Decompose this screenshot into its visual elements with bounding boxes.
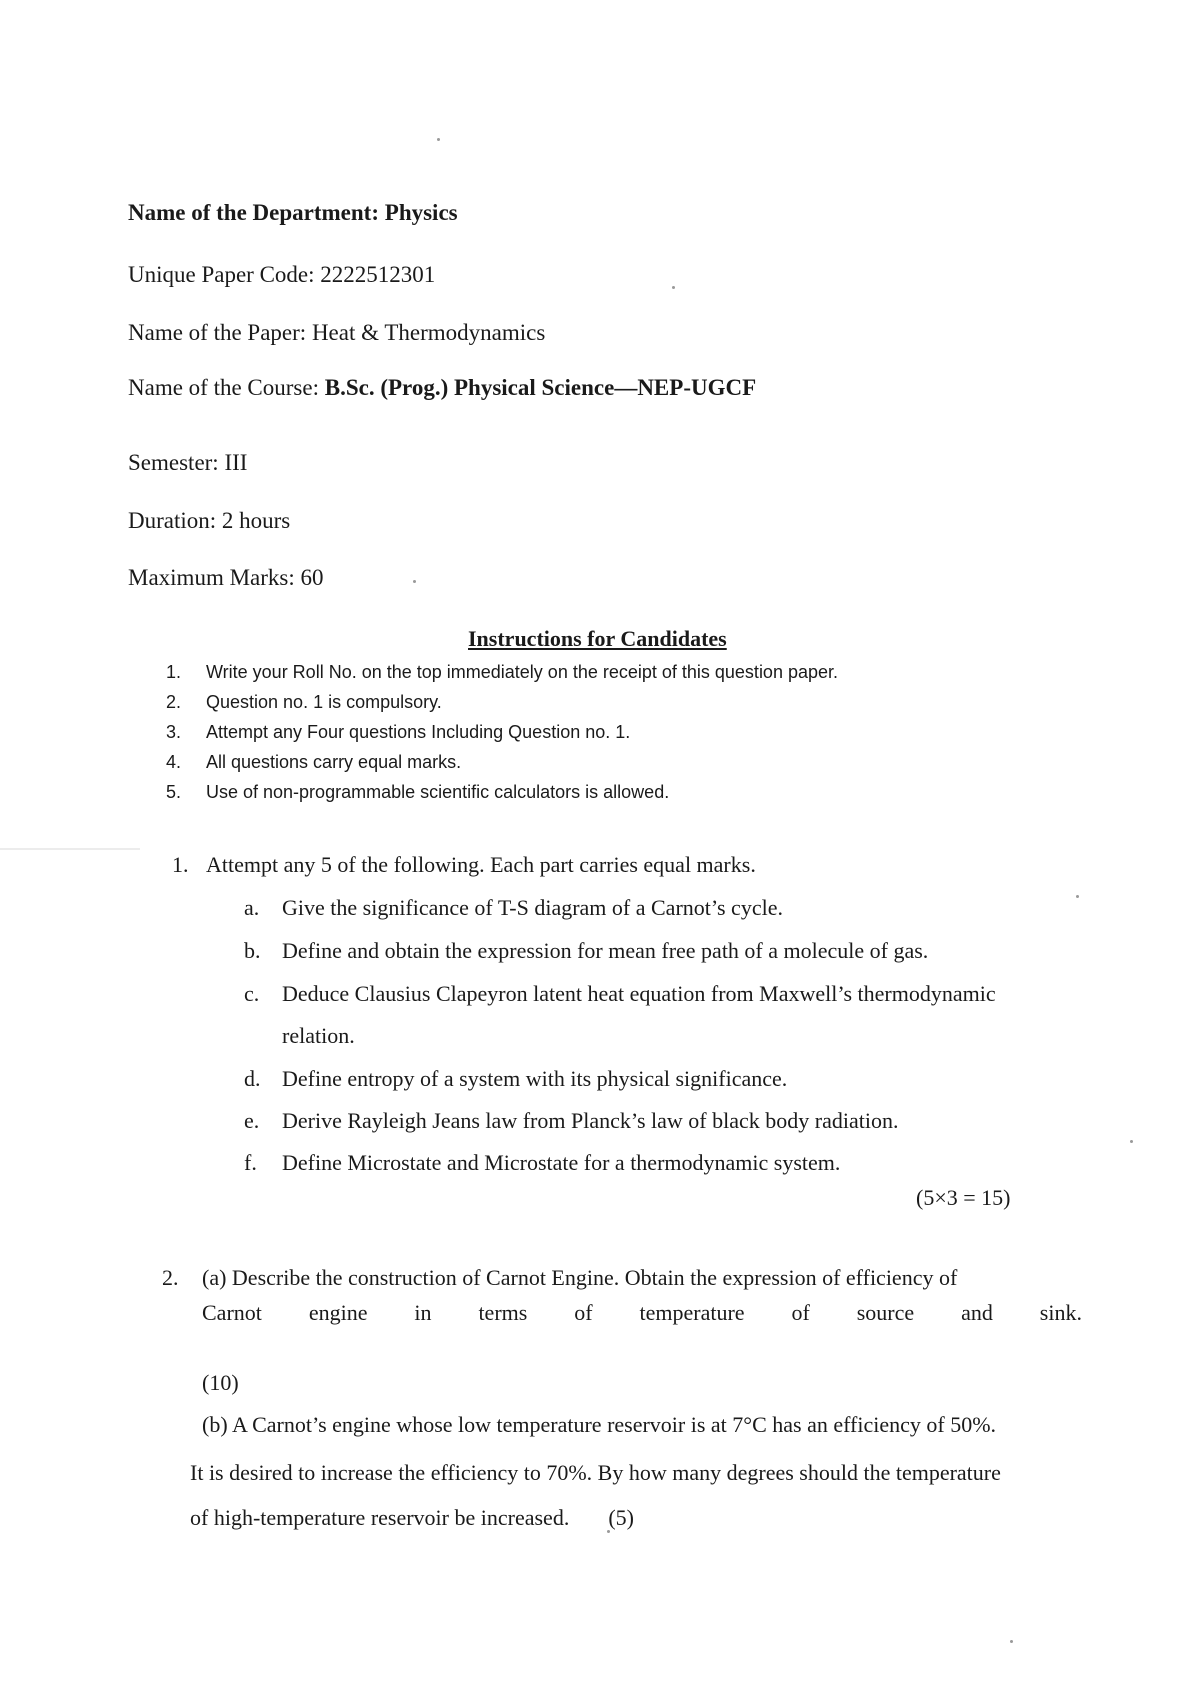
instruction-text: Attempt any Four questions Including Question no. 1. [206,722,631,742]
question-1-part-e [244,1108,898,1134]
part-text: Give the significance of T-S diagram of a Carnot’s cycle. [282,895,783,920]
word: Carnot [202,1300,262,1325]
question-1-part-d [244,1066,787,1092]
question-1-part-c [244,981,996,1007]
instruction-text: All questions carry equal marks. [206,752,462,772]
question-1-marks: (5×3 = 15) [916,1185,1011,1210]
paper-code-line [128,262,435,288]
question-2-part-b-line-3 [190,1505,634,1531]
word: in [414,1300,432,1325]
question-2-part-a-marks: (10) [202,1370,239,1395]
instructions-title: Instructions for Candidates [468,626,727,651]
question-2-part-b-marks: (5) [608,1505,634,1530]
maximum-marks: Maximum Marks: 60 [128,565,324,590]
instruction-item [166,782,669,803]
instruction-number: 5. [166,782,182,802]
question-2-part-b-line-1: (b) A Carnot’s engine whose low temperature reservoir is at 7°C has an efficiency of 50%. [202,1412,997,1437]
question-text: (a) Describe the construction of Carnot Engine. Obtain the expression of efficiency of [202,1265,958,1290]
duration: Duration: 2 hours [128,508,291,533]
instruction-item [166,692,442,713]
question-1-part-b [244,938,928,964]
course-line [128,375,756,401]
scan-streak [0,848,140,850]
instruction-text: Write your Roll No. on the top immediately on the receipt of this question paper. [206,662,839,682]
word: of [574,1300,593,1325]
instruction-text: Use of non-programmable scientific calculators is allowed. [206,782,670,802]
part-text: Deduce Clausius Clapeyron latent heat equation from Maxwell’s thermodynamic [282,981,996,1006]
word: sink. [1039,1300,1082,1325]
question-1-part-f [244,1150,840,1176]
instruction-number: 1. [166,662,182,682]
part-text: Define entropy of a system with its physical significance. [282,1066,788,1091]
instruction-item [166,722,630,743]
question-text: of high-temperature reservoir be increased. [190,1505,570,1530]
paper-name-label: Name of the Paper: [128,320,307,345]
scan-speck [672,286,675,289]
paper-code-value: 2222512301 [320,262,436,287]
department-label: Name of the Department: [128,200,380,225]
question-text: Attempt any 5 of the following. Each part carries equal marks. [206,852,756,877]
scan-speck [413,580,416,583]
part-text: Define and obtain the expression for mean free path of a molecule of gas. [282,938,929,963]
semester: Semester: III [128,450,248,475]
instruction-number: 3. [166,722,182,742]
instruction-text: Question no. 1 is compulsory. [206,692,442,712]
part-label: c. [244,981,260,1006]
question-1 [172,852,756,878]
question-2-part-a [162,1265,957,1291]
word: source [856,1300,915,1325]
word: terms [478,1300,528,1325]
word: of [791,1300,810,1325]
instruction-item [166,662,838,683]
scan-speck [437,138,440,141]
part-label: a. [244,895,260,920]
question-1-part-c-continued: relation. [282,1023,355,1048]
word: engine [308,1300,368,1325]
question-2-part-b-line-2: It is desired to increase the efficiency to 70%. By how many degrees should the temperature [190,1460,1001,1485]
part-text: Define Microstate and Microstate for a thermodynamic system. [282,1150,841,1175]
part-label: d. [244,1066,261,1091]
course-label: Name of the Course: [128,375,319,400]
scan-speck [1076,895,1079,898]
question-2-part-a-line-2 [202,1300,1082,1326]
course-value: B.Sc. (Prog.) Physical Science—NEP-UGCF [324,375,757,400]
word: temperature [639,1300,745,1325]
paper-name-line [128,320,545,346]
instruction-number: 2. [166,692,182,712]
part-label: e. [244,1108,260,1133]
word: and [961,1300,993,1325]
scan-speck [1010,1640,1013,1643]
part-label: f. [244,1150,257,1175]
part-label: b. [244,938,261,963]
scan-speck [1130,1140,1133,1143]
paper-code-label: Unique Paper Code: [128,262,315,287]
instruction-item [166,752,461,773]
question-number: 2. [162,1265,179,1290]
paper-name-value: Heat & Thermodynamics [311,320,546,345]
question-1-part-a [244,895,783,921]
question-number: 1. [172,852,189,877]
instruction-number: 4. [166,752,182,772]
part-text: Derive Rayleigh Jeans law from Planck’s law of black body radiation. [282,1108,899,1133]
department-value: Physics [384,200,458,225]
department-line [128,200,458,226]
